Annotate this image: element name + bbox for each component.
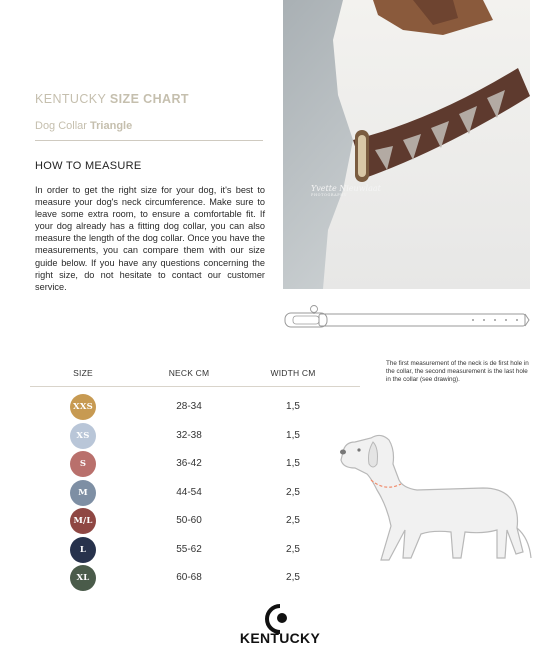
product-title [35,120,132,132]
header-size: SIZE [73,368,93,378]
table-row [0,478,360,506]
table-row [0,421,360,449]
neck-cell: 55-62 [176,543,202,555]
signature-name: Yvette Nieuwlaat [311,184,381,193]
photo-illustration [283,0,530,289]
table-row [0,506,360,534]
size-badge: XL [70,565,96,591]
width-cell: 1,5 [286,429,300,441]
width-cell: 1,5 [286,401,300,412]
neck-cell: 44-54 [176,486,202,498]
table-row [0,563,360,591]
width-cell: 2,5 [286,515,300,526]
size-badge: L [70,537,96,563]
collar-drawing [283,303,530,337]
size-badge: XS [70,423,96,449]
dog-illustration [333,430,533,570]
header-neck: NECK CM [168,368,210,378]
size-badge: S [70,451,96,477]
product-name: Triangle [90,120,133,132]
photographer-signature [311,184,381,197]
width-cell: 1,5 [286,458,300,469]
size-badge: M [70,480,96,506]
logo-wordmark: KENTUCKY [239,630,321,646]
width-cell: 2,5 [286,572,300,583]
product-prefix: Dog Collar [35,120,87,132]
header-width: WIDTH CM [270,368,316,378]
size-badge: XXS [70,394,96,420]
table-header-divider [30,386,360,387]
chart-label: SIZE CHART [109,92,189,106]
size-badge: M/L [70,508,96,534]
table-row [0,535,360,563]
measurement-note: The first measurement of the neck is de first hole in the collar, the second measurement is the last hole in the collar (see drawing). [386,360,529,383]
chart-title [35,92,189,106]
signature-sub: PHOTOGRAPHY [311,193,347,197]
table-row [0,392,360,420]
neck-cell: 36-42 [176,458,202,469]
table-row [0,449,360,477]
title-divider [35,140,263,141]
brand-name: KENTUCKY [35,92,107,106]
width-cell: 2,5 [286,543,300,555]
dog-collar-photo [283,0,530,289]
neck-cell: 60-68 [176,572,202,583]
kentucky-logo [225,604,335,652]
how-to-measure-heading: HOW TO MEASURE [35,160,142,172]
neck-cell: 32-38 [176,429,202,441]
neck-cell: 28-34 [176,401,202,412]
how-to-measure-text: In order to get the right size for your dog, it's best to measure your dog's neck circumference. Make sure to leave some extra room, to ensure a comfortable fit. If your dog already has a fitting dog collar, you can also measure the length of the dog collar. Once you have the measurements, you can compare them with our size guide below. If you have any questions concerning the right size, do not hesitate to contact our customer service. [35,185,265,292]
width-cell: 2,5 [286,486,300,498]
neck-cell: 50-60 [176,515,202,526]
